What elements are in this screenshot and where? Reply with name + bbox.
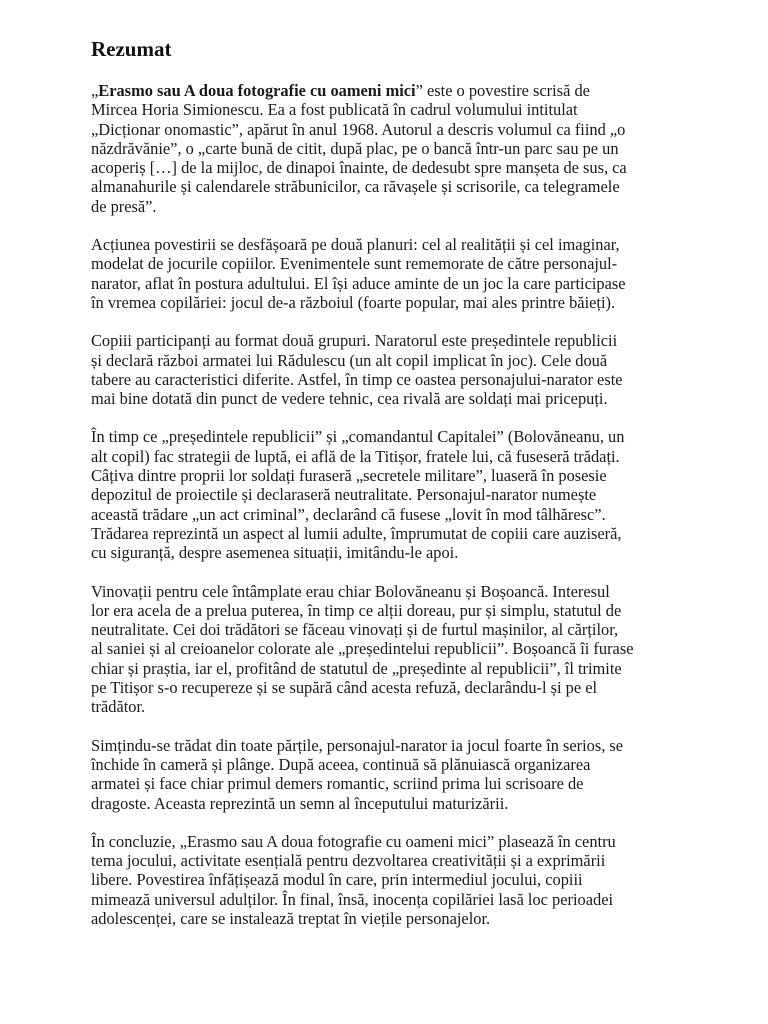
text-line <box>91 736 731 755</box>
text-line <box>91 389 731 408</box>
paragraph <box>91 582 731 717</box>
paragraph <box>91 81 731 216</box>
text-line <box>91 697 731 716</box>
text-run: Trădarea reprezintă un aspect al lumii adulte, împrumutat de copiii care auziseră, <box>91 523 622 543</box>
bold-title-run: Erasmo sau A doua fotografie cu oameni mici <box>98 81 416 100</box>
text-run: tema jocului, activitate esențială pentru dezvoltarea creativității și a exprimării <box>91 851 606 871</box>
text-run: chiar și praștia, iar el, profitând de statutul de „președinte al republicii”, îl trimite <box>91 658 622 678</box>
text-line <box>91 81 731 100</box>
text-line <box>91 543 731 562</box>
text-run: și declară război armatei lui Rădulescu (un alt copil implicat în joc). Cele două <box>91 350 608 370</box>
text-run: Simțindu-se trădat din toate părțile, personajul-narator ia jocul foarte în serios, se <box>91 735 624 755</box>
paragraph <box>91 832 731 928</box>
text-line <box>91 139 731 158</box>
paragraph <box>91 427 731 562</box>
text-line <box>91 524 731 543</box>
text-line <box>91 100 731 119</box>
text-run: trădător. <box>91 697 146 717</box>
text-line <box>91 485 731 504</box>
text-line <box>91 466 731 485</box>
text-line <box>91 678 731 697</box>
text-line <box>91 659 731 678</box>
text-run: tabere au caracteristici diferite. Astfel, în timp ce oastea personajului-narator este <box>91 369 623 389</box>
text-line <box>91 601 731 620</box>
text-line <box>91 582 731 601</box>
text-run: almanahurile și calendarele străbunicilor, ca răvașele și scrisorile, ca telegramele <box>91 177 620 197</box>
text-run: pe Titișor s-o recupereze și se supără când acesta refuză, declarându-l și pe el <box>91 678 598 698</box>
text-run: Câțiva dintre proprii lor soldați furaseră „secretele militare”, luaseră în posesie <box>91 466 607 486</box>
paragraph <box>91 736 731 813</box>
text-line <box>91 620 731 639</box>
text-run: Acțiunea povestirii se desfășoară pe două planuri: cel al realității și cel imaginar, <box>91 235 620 255</box>
text-line <box>91 158 731 177</box>
text-run: de presă”. <box>91 196 157 216</box>
paragraph <box>91 331 731 408</box>
text-line <box>91 331 731 350</box>
text-line <box>91 427 731 446</box>
text-run: Vinovații pentru cele întâmplate erau chiar Bolovăneanu și Boșoancă. Interesul <box>91 581 610 601</box>
text-run: „Dicționar onomastic”, apărut în anul 1968. Autorul a descris volumul ca fiind „o <box>91 119 626 139</box>
text-run: În concluzie, „Erasmo sau A doua fotografie cu oameni mici” plasează în centru <box>91 831 616 851</box>
text-line <box>91 197 731 216</box>
paragraph <box>91 235 731 312</box>
text-line <box>91 120 731 139</box>
text-run: adolescenței, care se instalează treptat în viețile personajelor. <box>91 908 491 928</box>
text-line <box>91 177 731 196</box>
text-run: în vremea copilăriei: jocul de-a războiul (foarte popular, mai ales printre băieți). <box>91 292 616 312</box>
text-line <box>91 351 731 370</box>
text-run: „ <box>91 81 99 100</box>
document-body <box>91 81 731 928</box>
text-line <box>91 794 731 813</box>
text-run: În timp ce „președintele republicii” și „comandantul Capitalei” (Bolovăneanu, un <box>91 427 625 447</box>
text-run: mimează universul adulților. În final, însă, inocența copilăriei lasă loc perioadei <box>91 889 614 909</box>
text-run: Copiii participanți au format două grupuri. Naratorul este președintele republicii <box>91 331 618 351</box>
text-run: Mircea Horia Simionescu. Ea a fost publicată în cadrul volumului intitulat <box>91 100 578 120</box>
text-line <box>91 832 731 851</box>
text-line <box>91 505 731 524</box>
text-line <box>91 909 731 928</box>
text-line <box>91 639 731 658</box>
text-run: depozitul de proiectile și declaraseră neutralitate. Personajul-narator numește <box>91 485 597 505</box>
text-run: închide în cameră și plânge. După aceea, continuă să plănuiască organizarea <box>91 754 591 774</box>
text-run: ” este o povestire scrisă de <box>415 81 590 100</box>
text-run: al saniei și al creioanelor colorate ale „președintelui republicii”. Boșoancă îi furase <box>91 639 634 659</box>
text-run: armatei și face chiar primul demers romantic, scriind prima lui scrisoare de <box>91 774 584 794</box>
text-run: cu siguranță, despre asemenea situații, imitându-le apoi. <box>91 543 459 563</box>
text-run: narator, aflat în postura adultului. El își aduce aminte de un joc la care participase <box>91 273 626 293</box>
text-run: acoperiș […] de la mijloc, de dinapoi înainte, de dedesubt spre manșeta de sus, ca <box>91 158 627 178</box>
text-line <box>91 370 731 389</box>
text-run: lor era acela de a prelua puterea, în timp ce alții doreau, pur și simplu, statutul de <box>91 600 622 620</box>
text-run: năzdrăvănie”, o „carte bună de citit, după plac, pe o bancă într-un parc sau pe un <box>91 138 619 158</box>
text-line <box>91 235 731 254</box>
text-run: mai bine dotată din punct de vedere tehnic, cea rivală are soldați mai pricepuți. <box>91 389 608 409</box>
text-line <box>91 890 731 909</box>
text-run: modelat de jocurile copiilor. Evenimentele sunt rememorate de către personajul- <box>91 254 618 274</box>
text-line <box>91 851 731 870</box>
text-run: neutralitate. Cei doi trădători se făceau vinovați și de furtul mașinilor, al cărților, <box>91 620 619 640</box>
text-run: dragoste. Aceasta reprezintă un semn al începutului maturizării. <box>91 793 509 813</box>
text-line <box>91 774 731 793</box>
text-line <box>91 755 731 774</box>
text-line <box>91 254 731 273</box>
text-line <box>91 274 731 293</box>
document-title: Rezumat <box>91 37 172 61</box>
text-run: această trădare „un act criminal”, declarând că fusese „lovit în mod tâlhăresc”. <box>91 504 606 524</box>
text-line <box>91 447 731 466</box>
text-line <box>91 870 731 889</box>
document-page <box>91 34 731 947</box>
text-run: alt copil) fac strategii de luptă, ei află de la Titișor, fratele lui, că fuseseră trădați. <box>91 446 620 466</box>
text-line <box>91 293 731 312</box>
text-run: libere. Povestirea înfățișează modul în care, prin intermediul jocului, copiii <box>91 870 583 890</box>
